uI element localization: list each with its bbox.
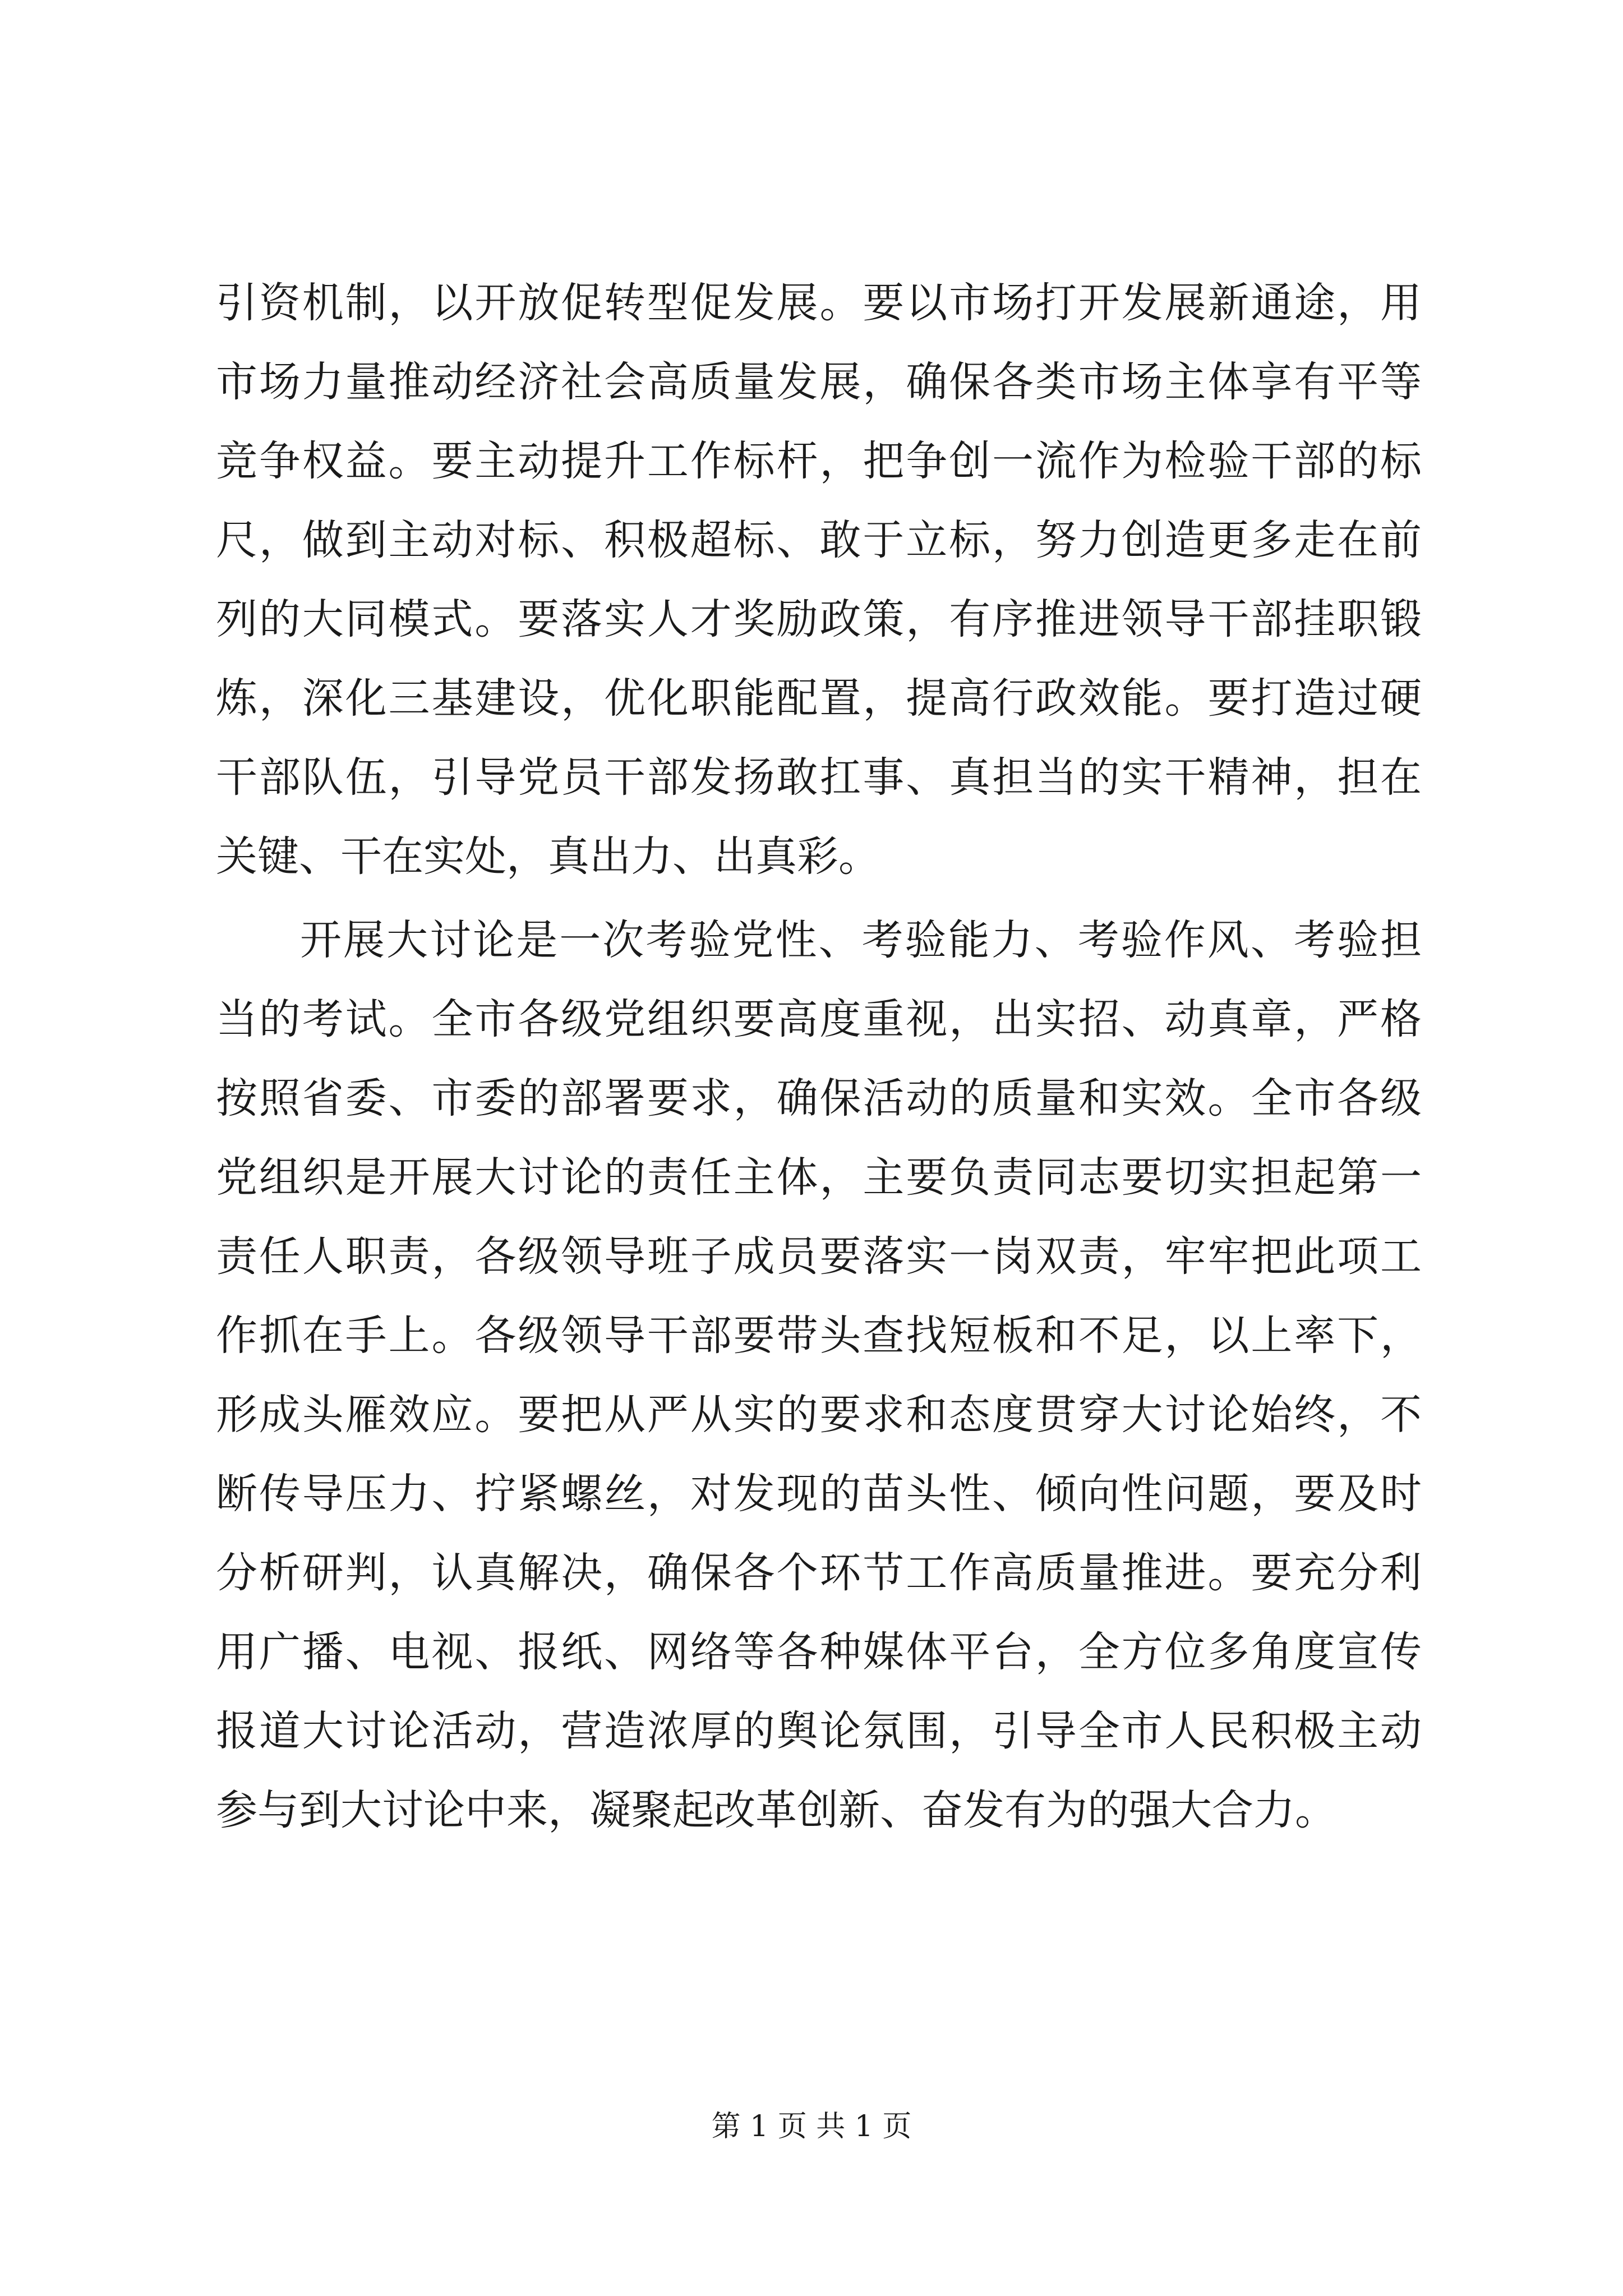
text-line: 按照省委、市委的部署要求，确保活动的质量和实效。全市各级 [216,1074,1422,1122]
text-line: 竞争权益。要主动提升工作标杆，把争创一流作为检验干部的标 [216,437,1422,485]
page-footer [0,2102,1623,2145]
text-line: 形成头雁效应。要把从严从实的要求和态度贯穿大讨论始终，不 [216,1391,1422,1439]
paragraph-gap [216,896,1422,901]
text-line: 参与到大讨论中来，凝聚起改革创新、奋发有为的强大合力。 [216,1786,1336,1834]
text-line: 用广播、电视、报纸、网络等各种媒体平台，全方位多角度宣传 [216,1628,1422,1676]
document-body [216,264,1422,1850]
text-line: 责任人职责，各级领导班子成员要落实一岗双责，牢牢把此项工 [216,1232,1422,1281]
text-line: 当的考试。全市各级党组织要高度重视，出实招、动真章，严格 [216,995,1422,1043]
text-line: 分析研判，认真解决，确保各个环节工作高质量推进。要充分利 [216,1549,1422,1597]
text-line: 报道大讨论活动，营造浓厚的舆论氛围，引导全市人民积极主动 [216,1707,1422,1755]
text-line: 开展大讨论是一次考验党性、考验能力、考验作风、考验担 [300,916,1422,964]
text-line: 作抓在手上。各级领导干部要带头查找短板和不足，以上率下， [216,1312,1422,1360]
text-line: 列的大同模式。要落实人才奖励政策，有序推进领导干部挂职锻 [216,595,1422,643]
paragraph-2 [216,901,1422,1850]
text-line: 党组织是开展大讨论的责任主体，主要负责同志要切实担起第一 [216,1153,1422,1202]
paragraph-1 [216,264,1422,896]
text-line: 炼，深化三基建设，优化职能配置，提高行政效能。要打造过硬 [216,674,1422,723]
text-line: 市场力量推动经济社会高质量发展，确保各类市场主体享有平等 [216,358,1422,406]
text-line: 引资机制，以开放促转型促发展。要以市场打开发展新通途，用 [216,279,1422,327]
text-line: 关键、干在实处，真出力、出真彩。 [216,832,880,881]
text-line: 尺，做到主动对标、积极超标、敢于立标，努力创造更多走在前 [216,516,1422,564]
text-line: 断传导压力、拧紧螺丝，对发现的苗头性、倾向性问题，要及时 [216,1470,1422,1518]
text-line: 干部队伍，引导党员干部发扬敢扛事、真担当的实干精神，担在 [216,753,1422,802]
page-number-label: 第 1 页 共 1 页 [711,2110,912,2143]
